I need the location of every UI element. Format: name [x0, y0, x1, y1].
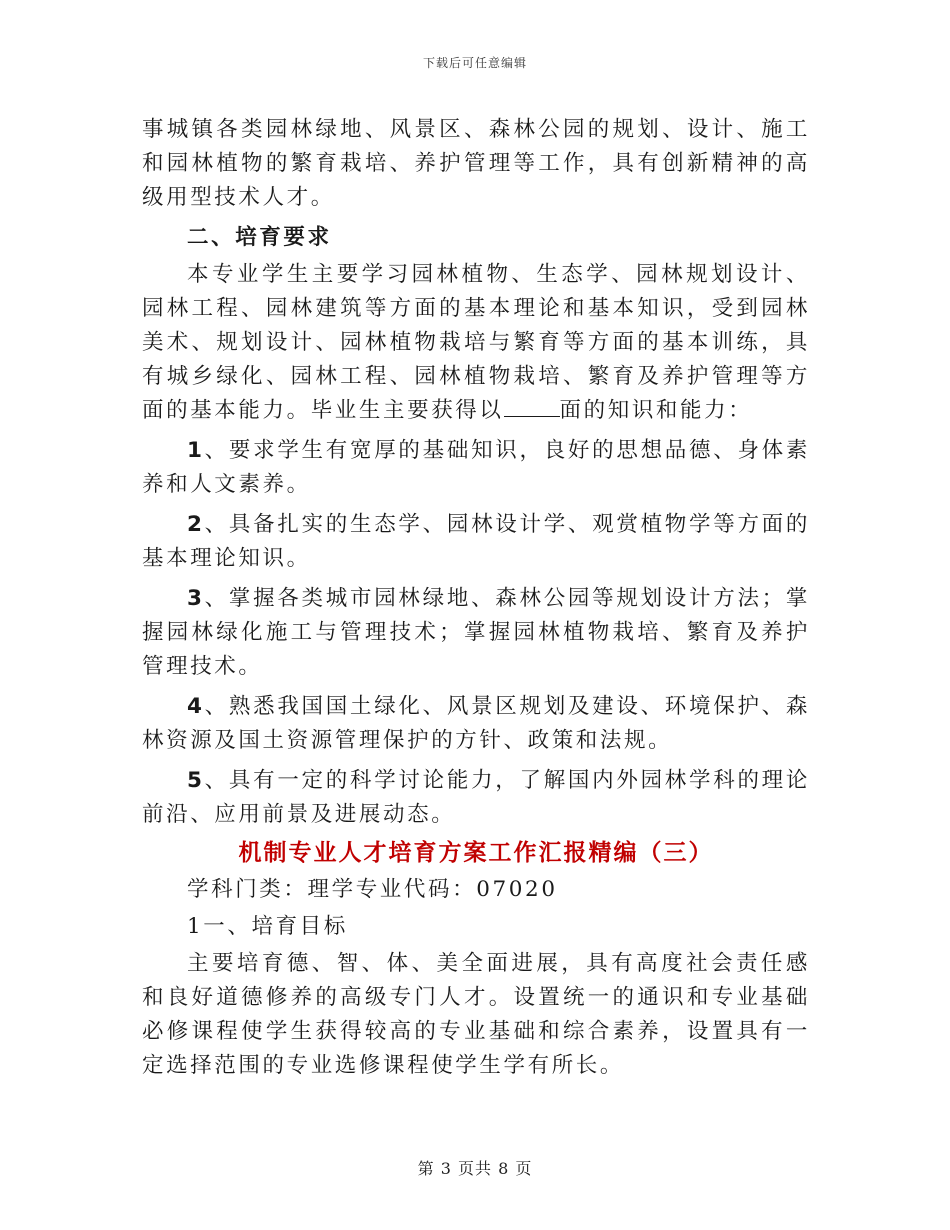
page-footer: 第 3 页共 8 页 — [417, 1159, 533, 1178]
intro-paragraph: 事城镇各类园林绿地、风景区、森林公园的规划、设计、施工和园林植物的繁育栽培、养护管理等工作，具有创新精神的高级用型技术人才。 — [142, 117, 810, 210]
list-item-number: 3 — [187, 586, 205, 611]
list-item-text: 、具有一定的科学讨论能力，了解国内外园林学科的理论前沿、应用前景及进展动态。 — [142, 768, 810, 827]
list-item-text: 、具备扎实的生态学、园林设计学、观赏植物学等方面的基本理论知识。 — [142, 512, 810, 571]
goal-heading: 1一、培育目标 — [187, 914, 348, 939]
list-item-3 — [142, 582, 810, 684]
list-item-text: 、掌握各类城市园林绿地、森林公园等规划设计方法；掌握园林绿化施工与管理技术；掌握园林植物栽培、繁育及养护管理技术。 — [142, 586, 810, 679]
list-item-number: 1 — [187, 438, 205, 463]
section-heading-requirements: 二、培育要求 — [187, 225, 332, 250]
subject-line: 学科门类：理学专业代码：07020 — [187, 877, 558, 902]
list-item-number: 2 — [187, 512, 205, 537]
list-item-number: 5 — [187, 768, 205, 793]
requirements-text-part1: 本专业学生主要学习园林植物、生态学、园林规划设计、园林工程、园林建筑等方面的基本理论和基本知识，受到园林美术、规划设计、园林植物栽培与繁育等方面的基本训练，具有城乡绿化、园林工程、园林植物栽培、繁育及养护管理等方面的基本能力。毕业生主要获得以 — [142, 262, 810, 423]
requirements-paragraph — [142, 258, 810, 428]
list-item-text: 、要求学生有宽厚的基础知识，良好的思想品德、身体素养和人文素养。 — [142, 438, 810, 497]
list-item-4 — [142, 690, 810, 758]
list-item-text: 、熟悉我国国土绿化、风景区规划及建设、环境保护、森林资源及国土资源管理保护的方针、政策和法规。 — [142, 694, 810, 753]
section-title: 机制专业人才培育方案工作汇报精编（三） — [238, 839, 714, 866]
list-item-1 — [142, 434, 810, 502]
goal-paragraph: 主要培育德、智、体、美全面进展，具有高度社会责任感和良好道德修养的高级专门人才。设置统一的通识和专业基础必修课程使学生获得较高的专业基础和综合素养，设置具有一定选择范围的专业选修课程使学生学有所长。 — [142, 951, 810, 1078]
list-item-5 — [142, 764, 810, 832]
page-header: 下载后可任意编辑 — [422, 56, 527, 70]
list-item-2 — [142, 508, 810, 576]
requirements-text-part2: 面的知识和能力： — [559, 398, 753, 423]
fill-blank-line — [504, 398, 560, 417]
document-body — [142, 113, 810, 1083]
list-item-number: 4 — [187, 694, 205, 719]
